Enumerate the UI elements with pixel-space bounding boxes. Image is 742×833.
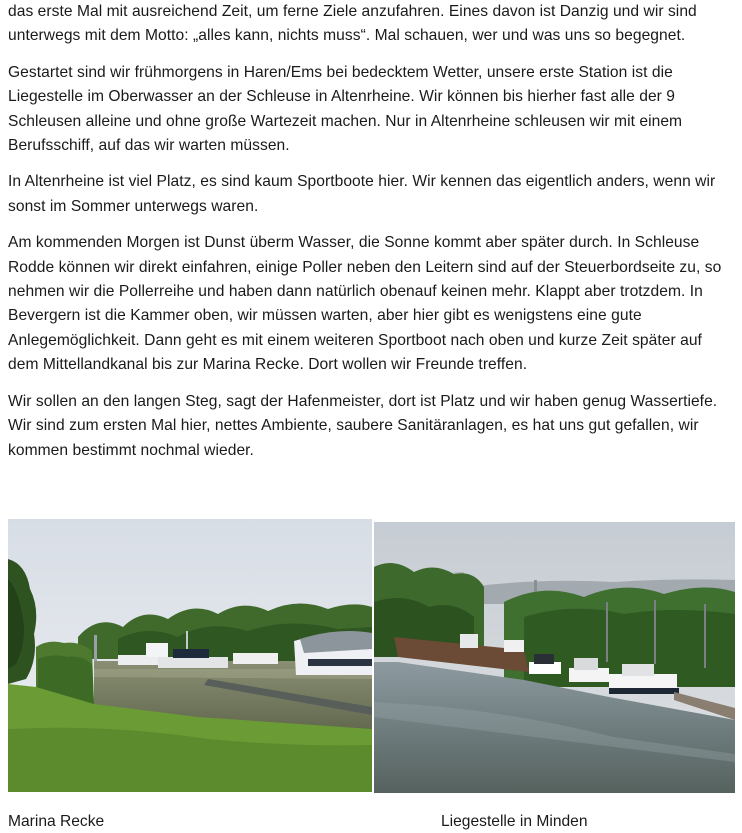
canal-mooring-photo-icon [374, 522, 735, 793]
photo-caption-liegestelle-minden: Liegestelle in Minden [441, 813, 588, 830]
paragraph: Am kommenden Morgen ist Dunst überm Wasser, die Sonne kommt aber später durch. In Schleuse Rodde können wir direkt einfahren, einige Poller neben den Leitern sind auf der Steuerbordseite zu, so nehmen wir die Pollerreihe und haben dann natürlich obenauf keinen mehr. Klappt aber trotzdem. In Bevergern ist die Kammer oben, wir müssen warten, aber hier gibt es wenigstens eine gute Anlegemöglichkeit. Dann geht es mit einem weiteren Sportboot nach oben und kurze Zeit später auf dem Mittellandkanal bis zur Marina Recke. Dort wollen wir Freunde treffen. [8, 234, 722, 374]
paragraph: Gestartet sind wir frühmorgens in Haren/Ems bei bedecktem Wetter, unsere erste Station ist die Liegestelle im Oberwasser an der Schleuse in Altenrheine. Wir können bis hierher fast alle der 9 Schleusen alleine und ohne große Wartezeit machen. Nur in Altenrheine schleusen wir mit einem Berufsschiff, auf das wir warten müssen. [8, 63, 683, 155]
article-body [8, 0, 733, 475]
marina-photo-icon [8, 519, 372, 792]
liegestelle-minden-photo [374, 522, 735, 793]
marina-recke-photo [8, 519, 372, 792]
photo-caption-marina-recke: Marina Recke [8, 813, 105, 830]
paragraph: das erste Mal mit ausreichend Zeit, um ferne Ziele anzufahren. Eines davon ist Danzig und wir sind unterwegs mit dem Motto: „alles kann, nichts muss“. Mal schauen, wer und was uns so begegnet. [8, 3, 697, 45]
paragraph: Wir sollen an den langen Steg, sagt der Hafenmeister, dort ist Platz und wir haben genug Wassertiefe. Wir sind zum ersten Mal hier, nettes Ambiente, saubere Sanitäranlagen, es hat uns gut gefallen, wir kommen bestimmt nochmal wieder. [8, 392, 718, 459]
paragraph: In Altenrheine ist viel Platz, es sind kaum Sportboote hier. Wir kennen das eigentlich anders, wenn wir sonst im Sommer unterwegs waren. [8, 173, 716, 215]
